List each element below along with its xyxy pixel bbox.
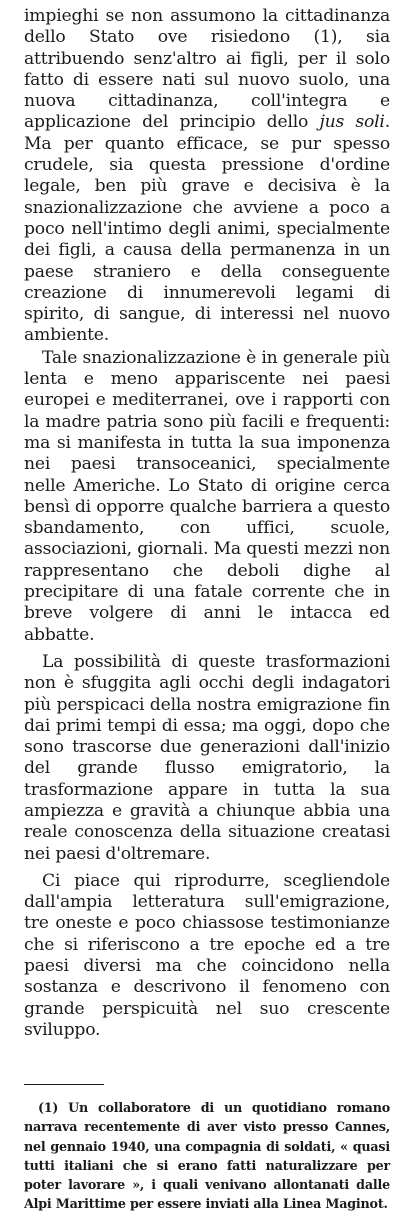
paragraph-2: Tale snazionalizzazione è in generale più lenta e meno appariscente nei paesi europei e mediterranei, ove i rapporti con la madre patria sono più facili e frequenti: ma si manifesta in tutta la sua imponenza nei paesi transoceanici, specialmente nelle Americhe. Lo Stato di origine cerca bensì di opporre qualche barriera a questo sbandamento, con uffici, scuole, associazioni, giornali. Ma questi mezzi non rappresentano che deboli dighe al precipitare di una fatale corrente che in breve volgere di anni le intacca ed abbatte. — [24, 347, 390, 645]
footnote-divider — [24, 1084, 104, 1085]
footnote-1: (1) Un collaboratore di un quotidiano romano narrava recentemente di aver visto presso Cannes, nel gennaio 1940, una compagnia di soldati, « quasi tutti italiani che si erano fatti naturalizzare per poter lavorare », i quali venivano allontanati dalle Alpi Marittime per essere inviati alla Linea Maginot. — [24, 1100, 390, 1212]
paragraph-3: La possibilità di queste trasformazioni non è sfuggita agli occhi degli indagatori più perspicaci della nostra emigrazione fin dai primi tempi di essa; ma oggi, dopo che sono trascorse due generazioni dall'inizio del grande flusso emigratorio, la trasformazione appare in tutta la sua ampiezza e gravità a chiunque abbia una reale conoscenza della situazione creatasi nei paesi d'oltremare. — [24, 651, 390, 864]
paragraph-1-text-before: impieghi se non assumono la cittadinanza dello Stato ove risiedono (1), sia attribuendo senz'altro ai figli, per il solo fatto di essere nati sul nuovo suolo, una nuova cittadinanza, coll'integra e applicazione del principio dello — [24, 6, 390, 133]
italic-term-jus-soli: jus soli — [319, 112, 385, 133]
article-body — [24, 6, 390, 1041]
paragraph-4: Ci piace qui riprodurre, scegliendole dall'ampia letteratura sull'emigrazione, tre oneste e poco chiassose testimonianze che si riferiscono a tre epoche ed a tre paesi diversi ma che coincidono nella sostanza e descrivono il fenomeno con grande perspicuità nel suo crescente sviluppo. — [24, 870, 390, 1040]
paragraph-1-text-after: . Ma per quanto efficace, se pur spesso crudele, sia questa pressione d'ordine legale, ben più grave e decisiva è la snazionalizzazione che avviene a poco a poco nell'intimo degli animi, specialmente dei figli, a causa della permanenza in un paese straniero e della conseguente creazione di innumerevoli legami di spirito, di sangue, di interessi nel nuovo ambiente. — [24, 112, 390, 346]
paragraph-1 — [24, 6, 390, 347]
